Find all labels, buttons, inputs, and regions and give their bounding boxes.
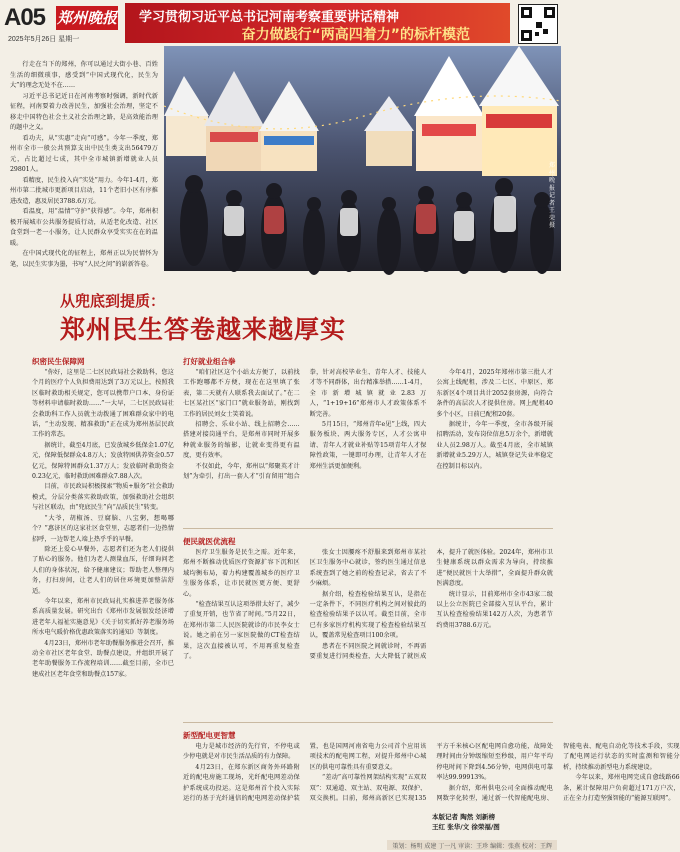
article-paragraph: 医疗卫生服务是民生之需。近年来，郑州不断推动优质医疗资源扩容下沉和区域均衡布局，着力构建覆盖城乡的医疗卫生服务体系，让市民就医更方便、更舒心。 xyxy=(183,549,300,598)
slogan-line-1: 学习贯彻习近平总书记河南考察重要讲话精神 xyxy=(139,10,400,25)
article-paragraph: 据介绍，郑州供电公司全面推动配电网数字化转型，通过新一代智能配电房、智能电表、配电自动化等技术手段，实现了配电网运行状态的实时监测和智能分析，持续推动新型电力系统建设。 xyxy=(436,743,680,803)
article-paragraph: “咱们社区这个小站太方便了，以前找工作跑哪都不方便，现在在这里填了张表，第二天就有人联系我去面试了。”在二七区某社区“家门口”就业服务站，刚找到工作的居民刘女士笑着说。 xyxy=(183,369,300,418)
slogan-banner xyxy=(125,3,510,43)
article-paragraph: “你好，这里是二七区民政局社会救助科，您这个月的医疗个人负担费用达到了3万元以上，按照我区临时救助相关规定，您可以携带户口本、身份证等材料申请临时救助……”一大早，二七区民政局社会救助科工作人员就主动拨通了困难群众家中的电话，“主动发现、精准救助”正在成为郑州基层民政工作的常态。 xyxy=(32,369,174,439)
section-divider xyxy=(183,722,553,723)
section-body-social-security xyxy=(32,368,174,828)
credit-line: 本版记者 陶然 刘新榜 xyxy=(432,813,496,821)
section-title-employment: 打好就业组合拳 xyxy=(183,357,236,366)
slogan-line-2: 奋力做践行“两高四着力”的标杆模范 xyxy=(241,27,470,43)
newspaper-logo: 郑州晚报 xyxy=(56,6,118,30)
page-number: A05 xyxy=(4,4,46,31)
section-title-social-security: 织密民生保障网 xyxy=(32,357,85,366)
photo-caption: 郑州晚报记者 王荣 摄 xyxy=(548,162,555,229)
intro-paragraph: 看温度，用“温情”守护“获得感”。今年，郑州积极开展城市公共服务提质行动，从适老化改造、社区食堂到一老一小服务，让人民群众享受实实在在的温暖。 xyxy=(10,208,158,247)
article-paragraph: 统计显示，目前郑州市全市43家二级以上公立医院已全部接入互认平台，累计互认检查检验结果142万人次，为患者节约费用3788.6万元。 xyxy=(436,590,553,629)
article-paragraph: 5月15日，“郑州青年e见”上线，四大服务板块、两大服务专区，人才公寓申请、青年人才就业补贴等15项青年人才保障性政策，一键即可办理，让青年人才在郑州生活更加便利。 xyxy=(309,421,427,470)
article-paragraph: 患者在不同医院之间就诊时，不再需要重复进行同类检查，大大降低了就医成本，提升了就医体验。2024年，郑州市卫生健康系统以群众需求为导向，持续推进“便民就医十大举措”，全面提升群众就医满意度。 xyxy=(309,549,553,661)
headline-kicker: 从兜底到提质： xyxy=(60,292,166,310)
article-paragraph: 4月23日，郑州市老年助餐服务推进会召开，推动全市社区老年食堂、助餐点建设，并组织开展了老年助餐服务工作流程培训……截至目前，全市已建成社区老年食堂和助餐点157家。 xyxy=(32,639,174,678)
article-paragraph: 据介绍，检查检验结果互认，是指在一定条件下，不同医疗机构之间对彼此的检查检验结果予以认可。截至目前，全市已有多家医疗机构实现了检查检验结果互认，覆盖常见检查项目100余项。 xyxy=(309,590,427,640)
article-paragraph: 招聘会、乐业小站、线上招聘会……搭建对接岗通平台，是郑州市同时开展多种就业服务的缩影，让就业变得更有温度，更有效率。 xyxy=(183,421,300,460)
intro-paragraph: 看功夫，从“实惠”走向“可感”。今年一季度，郑州市全市一般公共预算支出中民生类支出56479万元，占比超过七成，其中全市城镇新增就业人员29801人。 xyxy=(10,134,158,173)
article-paragraph: 今年以来，郑州电网完成自愈线路66条，累计保障用户负荷超过171万户次，正在全力打造坚强智能的“能源互联网”。 xyxy=(562,774,680,803)
section-body-power-grid xyxy=(183,742,680,812)
intro-paragraph: 看精度，民生投入向“实处”用力。今年1-4月，郑州市第二批城市更新项目启动，11个老旧小区有序推进改造，惠及居民3788.6万元。 xyxy=(10,176,158,205)
issue-date: 2025年5月26日 星期一 xyxy=(8,36,80,43)
section-body-employment xyxy=(183,368,553,526)
section-divider xyxy=(183,528,553,529)
article-paragraph: 今年4月，2025年郑州市第三批人才公寓上线配租，涉及二七区、中原区、郑东新区4个项目共计2052套房源，向符合条件的高层次人才提供住房。网上配租40多个小区，日前已配租20套。 xyxy=(436,369,553,418)
section-title-power-grid: 新型配电更智慧 xyxy=(183,731,236,740)
article-paragraph: “检查结果互认这项举措太好了，减少了重复开销，也节省了时间。”5月22日，在郑州市第二人民医院就诊的市民李女士说。她之前在另一家医院做的CT检查结果，这次直接被认可，不用再重复检查了。 xyxy=(183,601,300,661)
editorial-staff-bar: 策划：杨明 成建 丁一凡 审读：王珍 编辑：张燕 校对：王辉 xyxy=(387,840,557,850)
section-title-medical: 便民就医优流程 xyxy=(183,537,236,546)
article-paragraph: 除还上爱心早餐外，志愿者们还为老人们提供了贴心的服务。他们为老人测量血压，仔细询问老人们的身体状况，给予健康建议；帮助老人整理内务，打扫房间，让老人们的居住环境更加整洁舒适。 xyxy=(32,545,174,595)
night-market-illustration xyxy=(164,46,561,271)
intro-paragraph: 行走在当下的郑州，你可以通过大街小巷、百姓生活的细微琐事，感受到“中国式现代化，民生为大”的理念无处不在…… xyxy=(10,61,158,89)
article-paragraph: 目前，市民政局积极探索“物质+服务”社会救助模式，分层分类落实救助政策，加强救助社会组织与社区联动，由“兜底民生”向“品质民生”转变。 xyxy=(32,483,174,512)
page-footer xyxy=(0,836,563,852)
reporter-credits xyxy=(432,812,500,832)
intro-paragraph: 习近平总书记近日在河南考察时强调，新时代新征程，河南要着力改善民生，加强社会治理，坚定不移走中国特色社会主义社会治理之路，是高效能治理的题中之义。 xyxy=(10,92,158,131)
article-paragraph: 电力是城市经济的先行官，不停电或少停电就是对市民生活品质的有力保障。 xyxy=(183,743,300,761)
headline-title: 郑州民生答卷越来越厚实 xyxy=(60,315,347,344)
article-paragraph: 据统计，今年一季度，全市各级开展招聘活动，发布岗位信息5万余个，新增就业人员2.98万人。截至4月底，全市城镇新增就业5.29万人，城镇登记失业率稳定在控制目标以内。 xyxy=(436,421,553,470)
qr-code-icon xyxy=(518,4,558,44)
article-paragraph: 张女士因腰疼不舒服来到郑州市某社区卫生服务中心就诊，签约医生通过信息系统查到了她之前的检查记录，省去了不少麻烦。 xyxy=(309,549,427,588)
credit-line: 王红 张华/文 徐荣福/图 xyxy=(432,823,500,831)
intro-paragraph: 在中国式现代化的征程上，郑州正以为民情怀为笔，以民生实事为墨，书写“人民之问”的崭新答卷。 xyxy=(10,250,158,268)
article-paragraph: 4月23日，在郑东新区商务外环路附近的配电房施工现场，光纤配电网差动保护系统成功投运。这是郑州首个投入实际运行的基于光纤通信的配电网差动保护装置，也是国网河南省电力公司首个应用该项技术的配电网工程，对提升郑州中心城区的供电可靠性具有重要意义。 xyxy=(183,743,427,803)
article-paragraph: “大爷，胡椒汤、豆腐脑、八宝粥，想喝哪个？”惠济区的这家社区食堂里，志愿者们一边热情招呼，一边帮老人端上热乎乎的早餐。 xyxy=(32,514,174,543)
night-market-photo xyxy=(164,46,561,271)
section-body-medical xyxy=(183,548,553,720)
article-paragraph: 不仅如此，今年，郑州以“郑聚英才计划”为牵引，打出一套人才“引育留用”组合拳，针对高校毕业生、青年人才、技能人才等不同群体，出台精准举措……1-4月，全市新增城镇就业2.83万人，“1+19+16”郑州市人才政策体系不断完善。 xyxy=(183,369,427,481)
article-paragraph: “差动”高可靠性网架结构实现“五双双双”：双通道、双主站、双电源、双保护、双交换机。目前，郑州高新区已实现135平方千米核心区配电网自愈功能，故障处理时间由分钟级缩短至秒级，用户年平均停电时间下降到4.56分钟，电网供电可靠率达99.99913%。 xyxy=(309,743,553,803)
article-paragraph: 今年以来，郑州市民政局扎实推进养老服务体系高质量发展。研究出台《郑州市发展银发经济增进老年人福祉实施意见》《关于切实抓好养老服务场所水电气暖价格优惠政策落实的通知》等制度。 xyxy=(32,597,174,637)
page-header xyxy=(0,0,563,48)
intro-text xyxy=(10,60,158,270)
article-paragraph: 据统计，截至4月底，已发放城乡低保金1.07亿元，保障低保群众4.8万人；发放特困供养资金0.57亿元，保障特困群众1.37万人；发放临时救助资金0.23亿元，临时救助困难群众7.88人次。 xyxy=(32,441,174,481)
